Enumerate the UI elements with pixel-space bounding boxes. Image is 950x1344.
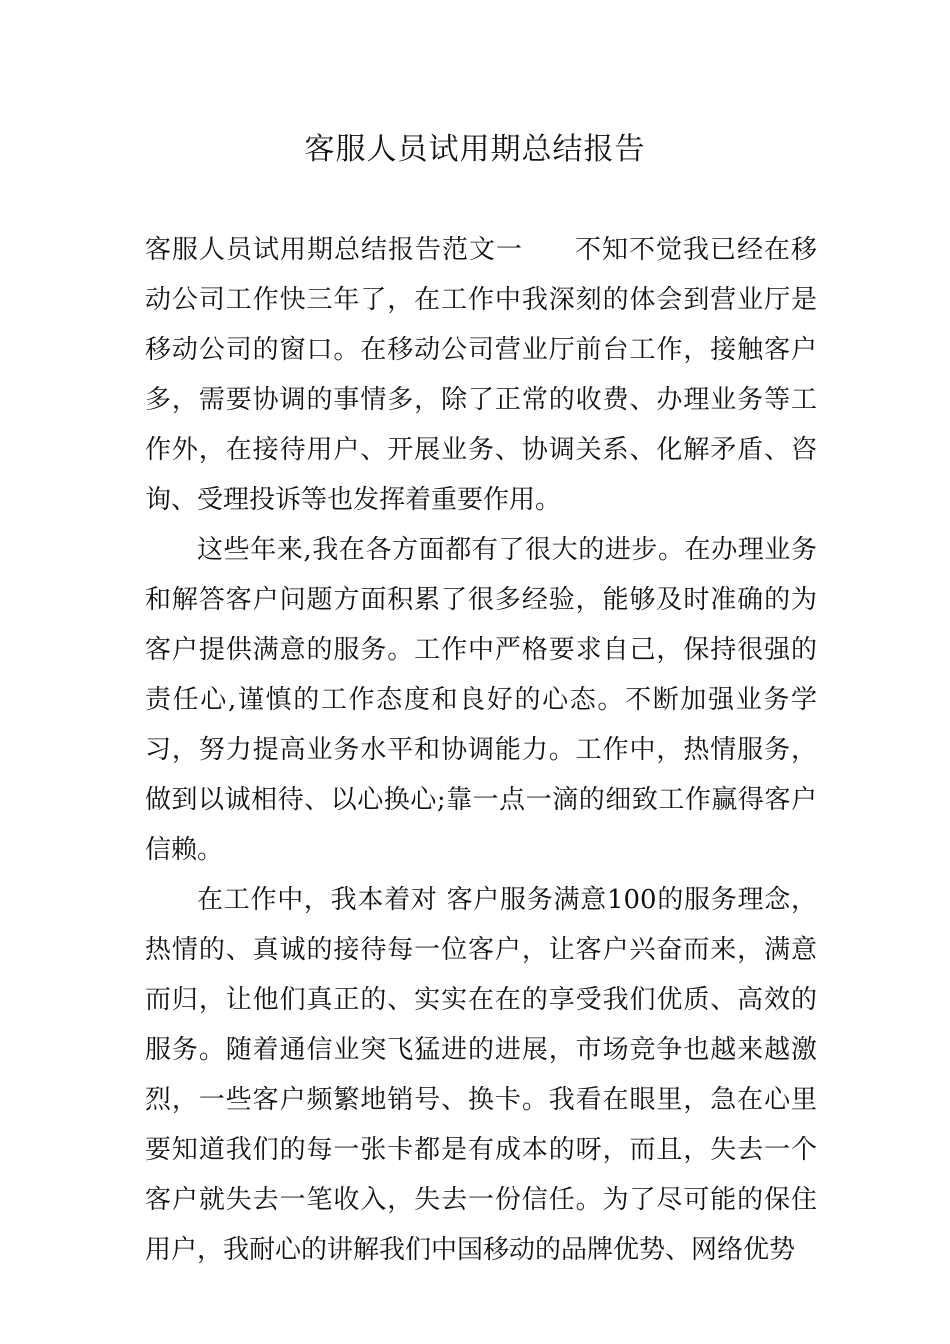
- paragraph-1-text: 不知不觉我已经在移动公司工作快三年了，在工作中我深刻的体会到营业厅是移动公司的窗口。在移动公司营业厅前台工作，接触客户多，需要协调的事情多，除了正常的收费、办理业务等工作外，在接待用户、开展业务、协调关系、化解矛盾、咨询、受理投诉等也发挥着重要作用。: [145, 235, 817, 515]
- document-body: [145, 225, 817, 1275]
- paragraph-3: 在工作中，我本着对 客户服务满意100的服务理念，热情的、真诚的接待每一位客户，让客户兴奋而来，满意而归，让他们真正的、实实在在的享受我们优质、高效的服务。随着通信业突飞猛进的进展，市场竞争也越来越激烈，一些客户频繁地销号、换卡。我看在眼里，急在心里要知道我们的每一张卡都是有成本的呀，而且，失去一个客户就失去一笔收入，失去一份信任。为了尽可能的保住用户，我耐心的讲解我们中国移动的品牌优势、网络优势: [145, 885, 817, 1265]
- paragraph-1: [145, 225, 817, 525]
- document-title: 客服人员试用期总结报告: [304, 132, 646, 167]
- paragraph-1-heading: 客服人员试用期总结报告范文一: [145, 235, 523, 265]
- paragraph-2: 这些年来,我在各方面都有了很大的进步。在办理业务和解答客户问题方面积累了很多经验，能够及时准确的为客户提供满意的服务。工作中严格要求自己，保持很强的责任心,谨慎的工作态度和良好的心态。不断加强业务学习，努力提高业务水平和协调能力。工作中，热情服务，做到以诚相待、以心换心;靠一点一滴的细致工作赢得客户信赖。: [145, 535, 817, 865]
